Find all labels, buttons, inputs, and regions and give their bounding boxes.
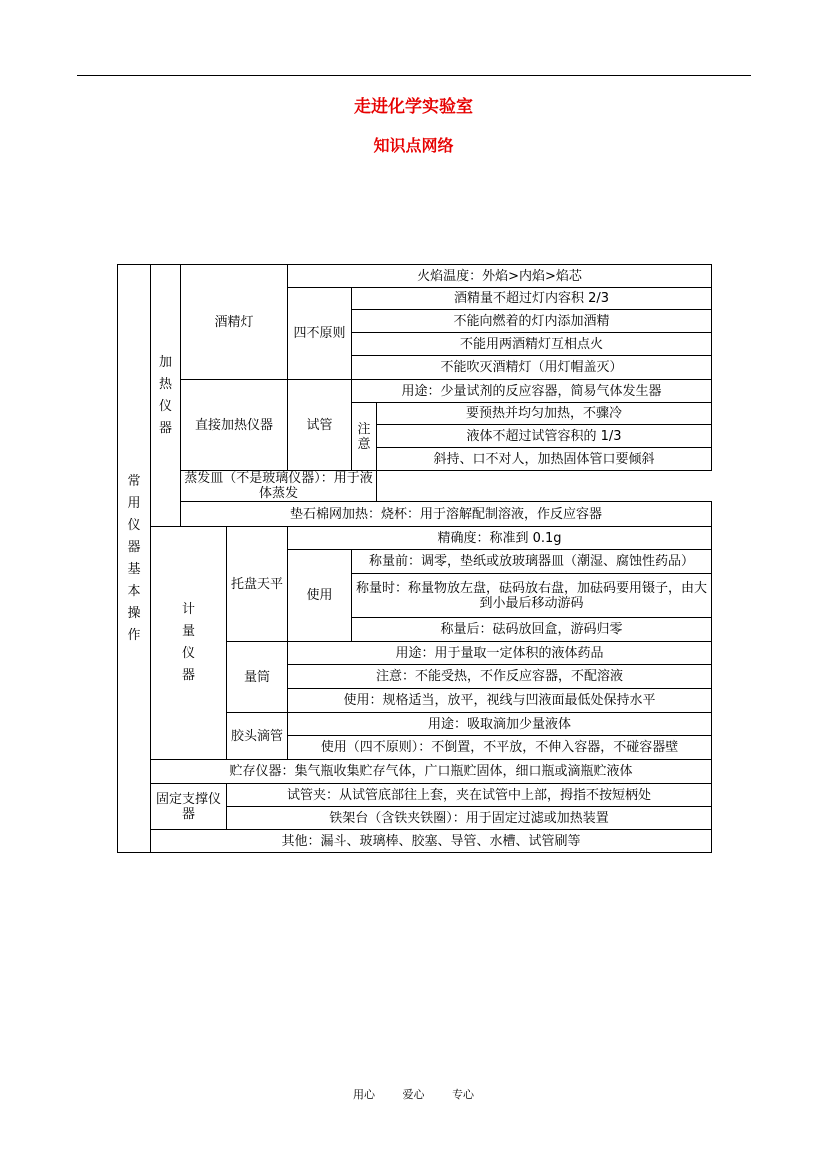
root-label: 常用仪器基本操作 bbox=[118, 265, 151, 853]
cylinder-row: 用途：用于量取一定体积的液体药品 bbox=[288, 642, 712, 665]
balance-use-label: 使用 bbox=[288, 550, 352, 642]
cylinder-row: 注意：不能受热，不作反应容器，不配溶液 bbox=[288, 665, 712, 689]
tube-notes-label: 注意 bbox=[352, 403, 377, 471]
tube-note: 要预热并均匀加热，不骤冷 bbox=[377, 403, 712, 425]
tube-label: 试管 bbox=[288, 380, 352, 471]
storage-row: 贮存仪器：集气瓶收集贮存气体，广口瓶贮固体，细口瓶或滴瓶贮液体 bbox=[151, 760, 712, 784]
lamp-flame: 火焰温度：外焰>内焰>焰芯 bbox=[288, 265, 712, 288]
others-row: 其他：漏斗、玻璃棒、胶塞、导管、水槽、试管刷等 bbox=[151, 830, 712, 853]
balance-before: 称量前：调零，垫纸或放玻璃器皿（潮湿、腐蚀性药品） bbox=[352, 550, 712, 574]
tube-note: 液体不超过试管容积的 1/3 bbox=[377, 425, 712, 448]
evaporating-dish: 蒸发皿（不是玻璃仪器）：用于液体蒸发 bbox=[181, 471, 377, 502]
measuring-label: 计量仪器 bbox=[151, 527, 227, 760]
balance-during: 称量时：称量物放左盘，砝码放右盘，加砝码要用镊子，由大到小最后移动游码 bbox=[352, 574, 712, 618]
page-footer: 用心 爱心 专心 bbox=[353, 1088, 474, 1101]
heating-label: 加热仪器 bbox=[151, 265, 181, 527]
cylinder-label: 量筒 bbox=[227, 642, 288, 713]
balance-label: 托盘天平 bbox=[227, 527, 288, 642]
lamp-rule: 不能向燃着的灯内添加酒精 bbox=[352, 310, 712, 333]
support-clamp: 试管夹：从试管底部往上套，夹在试管中上部，拇指不按短柄处 bbox=[227, 784, 712, 807]
asbestos-heating: 垫石棉网加热：烧杯：用于溶解配制溶液，作反应容器 bbox=[181, 502, 712, 527]
support-label: 固定支撑仪器 bbox=[151, 784, 227, 830]
lamp-rule: 酒精量不超过灯内容积 2/3 bbox=[352, 288, 712, 310]
lamp-rule: 不能用两酒精灯互相点火 bbox=[352, 333, 712, 356]
knowledge-table bbox=[117, 264, 712, 853]
direct-heating-label: 直接加热仪器 bbox=[181, 380, 288, 471]
support-stand: 铁架台（含铁夹铁圈）：用于固定过滤或加热装置 bbox=[227, 807, 712, 830]
balance-after: 称量后：砝码放回盒，游码归零 bbox=[352, 618, 712, 642]
balance-precision: 精确度：称准到 0.1g bbox=[288, 527, 712, 550]
lamp-rules-label: 四不原则 bbox=[288, 288, 352, 380]
page-subtitle: 知识点网络 bbox=[373, 136, 454, 155]
header-rule bbox=[77, 75, 751, 76]
lamp-rule: 不能吹灭酒精灯（用灯帽盖灭） bbox=[352, 356, 712, 380]
cylinder-row: 使用：规格适当，放平，视线与凹液面最低处保持水平 bbox=[288, 689, 712, 713]
dropper-label: 胶头滴管 bbox=[227, 713, 288, 760]
dropper-use: 用途：吸取滴加少量液体 bbox=[288, 713, 712, 736]
lamp-label: 酒精灯 bbox=[181, 265, 288, 380]
tube-use: 用途：少量试剂的反应容器，简易气体发生器 bbox=[352, 380, 712, 403]
tube-note: 斜持、口不对人，加热固体管口要倾斜 bbox=[377, 448, 712, 471]
page-title: 走进化学实验室 bbox=[354, 97, 473, 117]
dropper-rules: 使用（四不原则）：不倒置，不平放，不伸入容器，不碰容器壁 bbox=[288, 736, 712, 760]
